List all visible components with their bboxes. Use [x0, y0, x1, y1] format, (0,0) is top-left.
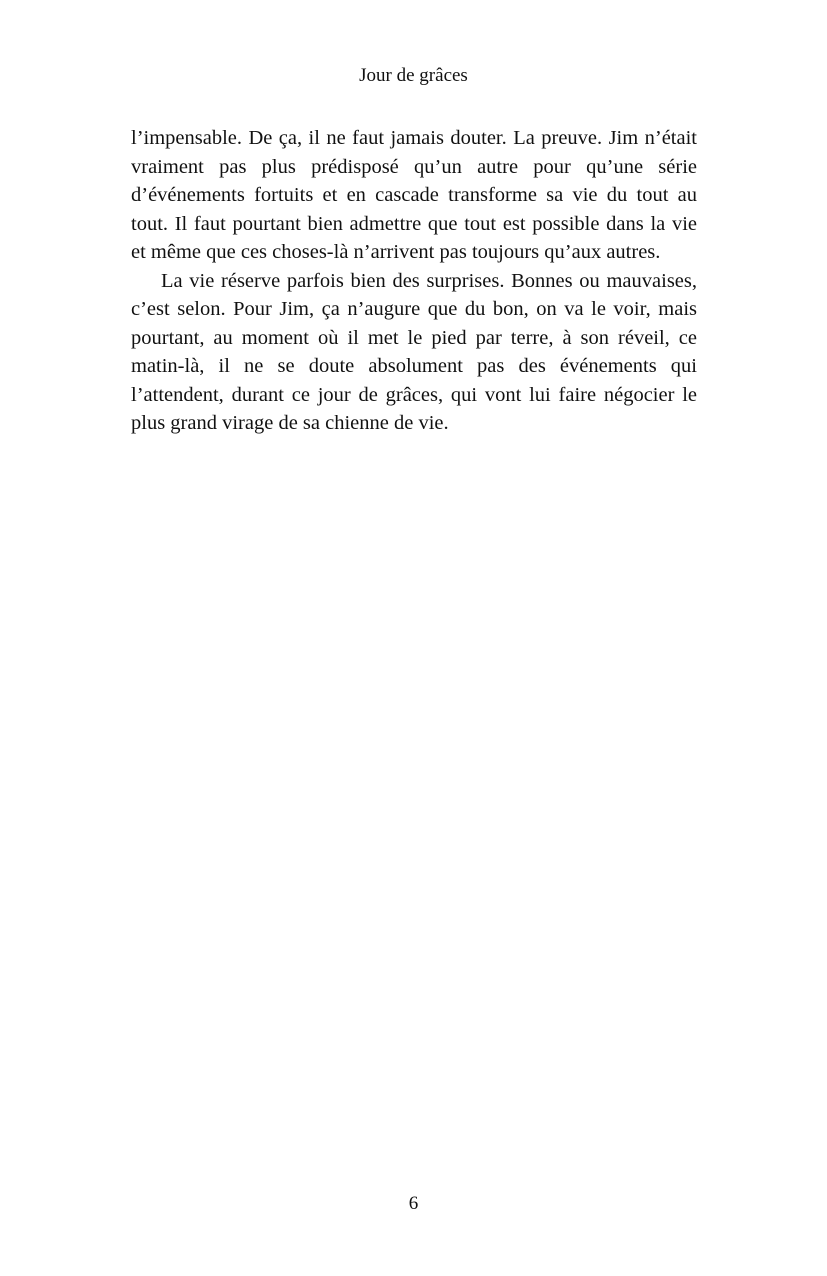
paragraph: La vie réserve parfois bien des surprises. Bonnes ou mauvaises, c’est selon. Pour Jim, ça n’augure que du bon, on va le voir, mais pourtant, au moment où il met le pied par terre, à son réveil, ce matin-là, il ne se doute absolument pas des événements qui l’attendent, durant ce jour de grâces, qui vont lui faire négocier le plus grand virage de sa chienne de vie. [131, 269, 697, 434]
paragraph-continued: l’impensable. De ça, il ne faut jamais douter. La preuve. Jim n’était vraiment pas plus prédisposé qu’un autre pour qu’une série d’événements fortuits et en cascade transforme sa vie du tout au tout. Il faut pourtant bien admettre que tout est possible dans la vie et même que ces choses-là n’arrivent pas toujours qu’aux autres. [131, 127, 697, 263]
page-number: 6 [408, 1193, 419, 1214]
body-text [131, 124, 697, 438]
running-head: Jour de grâces [359, 65, 468, 86]
